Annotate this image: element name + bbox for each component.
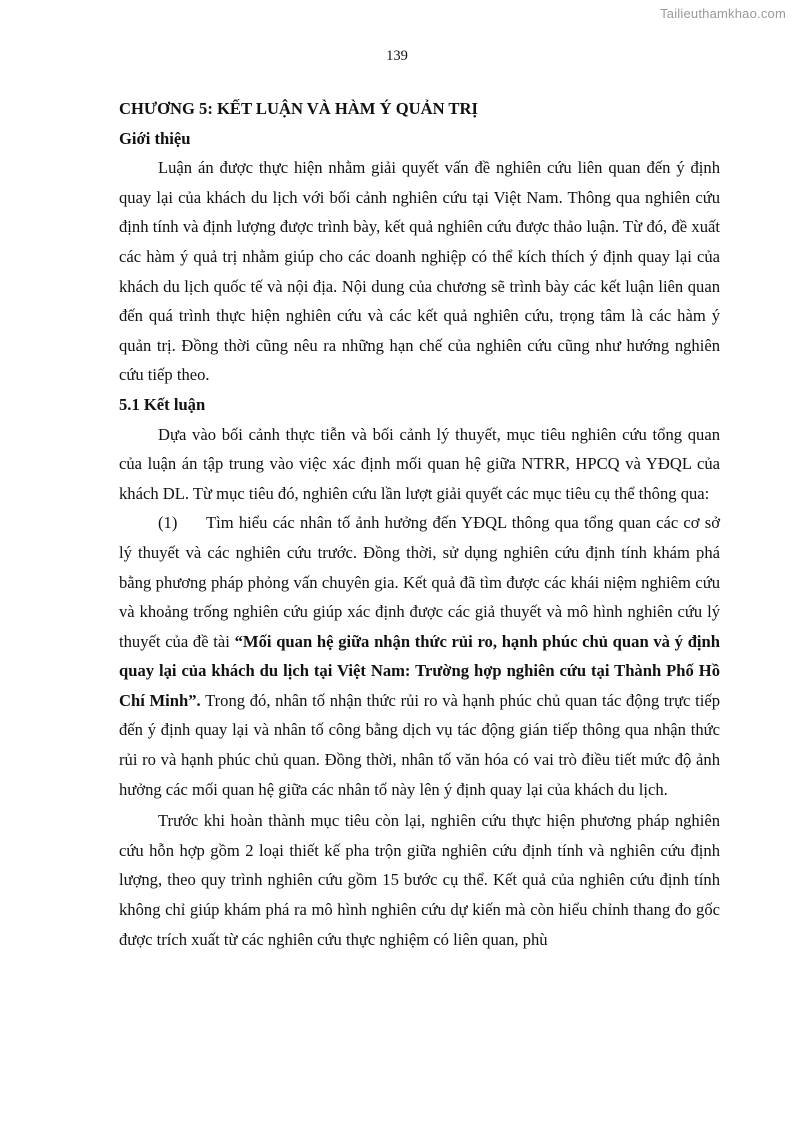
intro-heading: Giới thiệu: [119, 128, 191, 148]
chapter-title: CHƯƠNG 5: KẾT LUẬN VÀ HÀM Ý QUẢN TRỊ: [119, 99, 478, 118]
list-item-1: [119, 508, 720, 804]
page-number: 139: [386, 48, 408, 64]
list-item-text-continued: Trong đó, nhân tố nhận thức rủi ro và hạnh phúc chủ quan tác động trực tiếp đến ý định quay lại và nhân tố công bằng dịch vụ tác động gián tiếp thông qua nhận thức rủi ro và hạnh phúc chủ quan. Đồng thời, nhân tố văn hóa có vai trò điều tiết mức độ ảnh hưởng các mối quan hệ giữa các nhân tố này lên ý định quay lại của khách du lịch.: [119, 690, 720, 799]
section-heading: 5.1 Kết luận: [119, 394, 206, 414]
list-item-number: (1): [158, 513, 178, 533]
section-paragraph: Dựa vào bối cảnh thực tiễn và bối cảnh lý thuyết, mục tiêu nghiên cứu tổng quan của luận án tập trung vào việc xác định mối quan hệ giữa NTRR, HPCQ và YĐQL của khách DL. Từ mục tiêu đó, nghiên cứu lần lượt giải quyết các mục tiêu cụ thể thông qua:: [119, 424, 720, 503]
list-item-text: Tìm hiểu các nhân tố ảnh hưởng đến YĐQL thông qua tổng quan các cơ sở lý thuyết và các nghiên cứu trước. Đồng thời, sử dụng nghiên cứu định tính khám phá bằng phương pháp phỏng vấn chuyên gia. Kết quả đã tìm được các khái niệm nghiêm cứu và khoảng trống nghiên cứu giúp xác định được các giả thuyết và mô hình nghiên cứu lý thuyết của đề tài: [119, 513, 720, 651]
intro-paragraph: Luận án được thực hiện nhằm giải quyết vấn đề nghiên cứu liên quan đến ý định quay lại của khách du lịch với bối cảnh nghiên cứu tại Việt Nam. Thông qua nghiên cứu định tính và định lượng được trình bày, kết quả nghiên cứu được thảo luận. Từ đó, đề xuất các hàm ý quả trị nhằm giúp cho các doanh nghiệp có thể kích thích ý định quay lại của khách du lịch quốc tế và nội địa. Nội dung của chương sẽ trình bày các kết luận liên quan đến quá trình thực hiện nghiên cứu và các kết quả nghiên cứu, trọng tâm là các hàm ý quản trị. Đồng thời cũng nêu ra những hạn chế của nghiên cứu cũng như hướng nghiên cứu tiếp theo.: [119, 158, 720, 385]
final-paragraph: Trước khi hoàn thành mục tiêu còn lại, nghiên cứu thực hiện phương pháp nghiên cứu hỗn hợp gồm 2 loại thiết kế pha trộn giữa nghiên cứu định tính và nghiên cứu định lượng, theo quy trình nghiên cứu gồm 15 bước cụ thể. Kết quả của nghiên cứu định tính không chỉ giúp khám phá ra mô hình nghiên cứu dự kiến mà còn hiểu chỉnh thang đo gốc được trích xuất từ các nghiên cứu thực nghiệm có liên quan, phù: [119, 811, 720, 949]
watermark: Tailieuthamkhao.com: [660, 6, 786, 21]
document-body: [119, 94, 720, 954]
thesis-title: “Mối quan hệ giữa nhận thức rủi ro, hạnh phúc chủ quan và ý định quay lại của khách du lịch tại Việt Nam: Trường hợp nghiên cứu tại Thành Phố Hồ Chí Minh”.: [119, 631, 720, 710]
